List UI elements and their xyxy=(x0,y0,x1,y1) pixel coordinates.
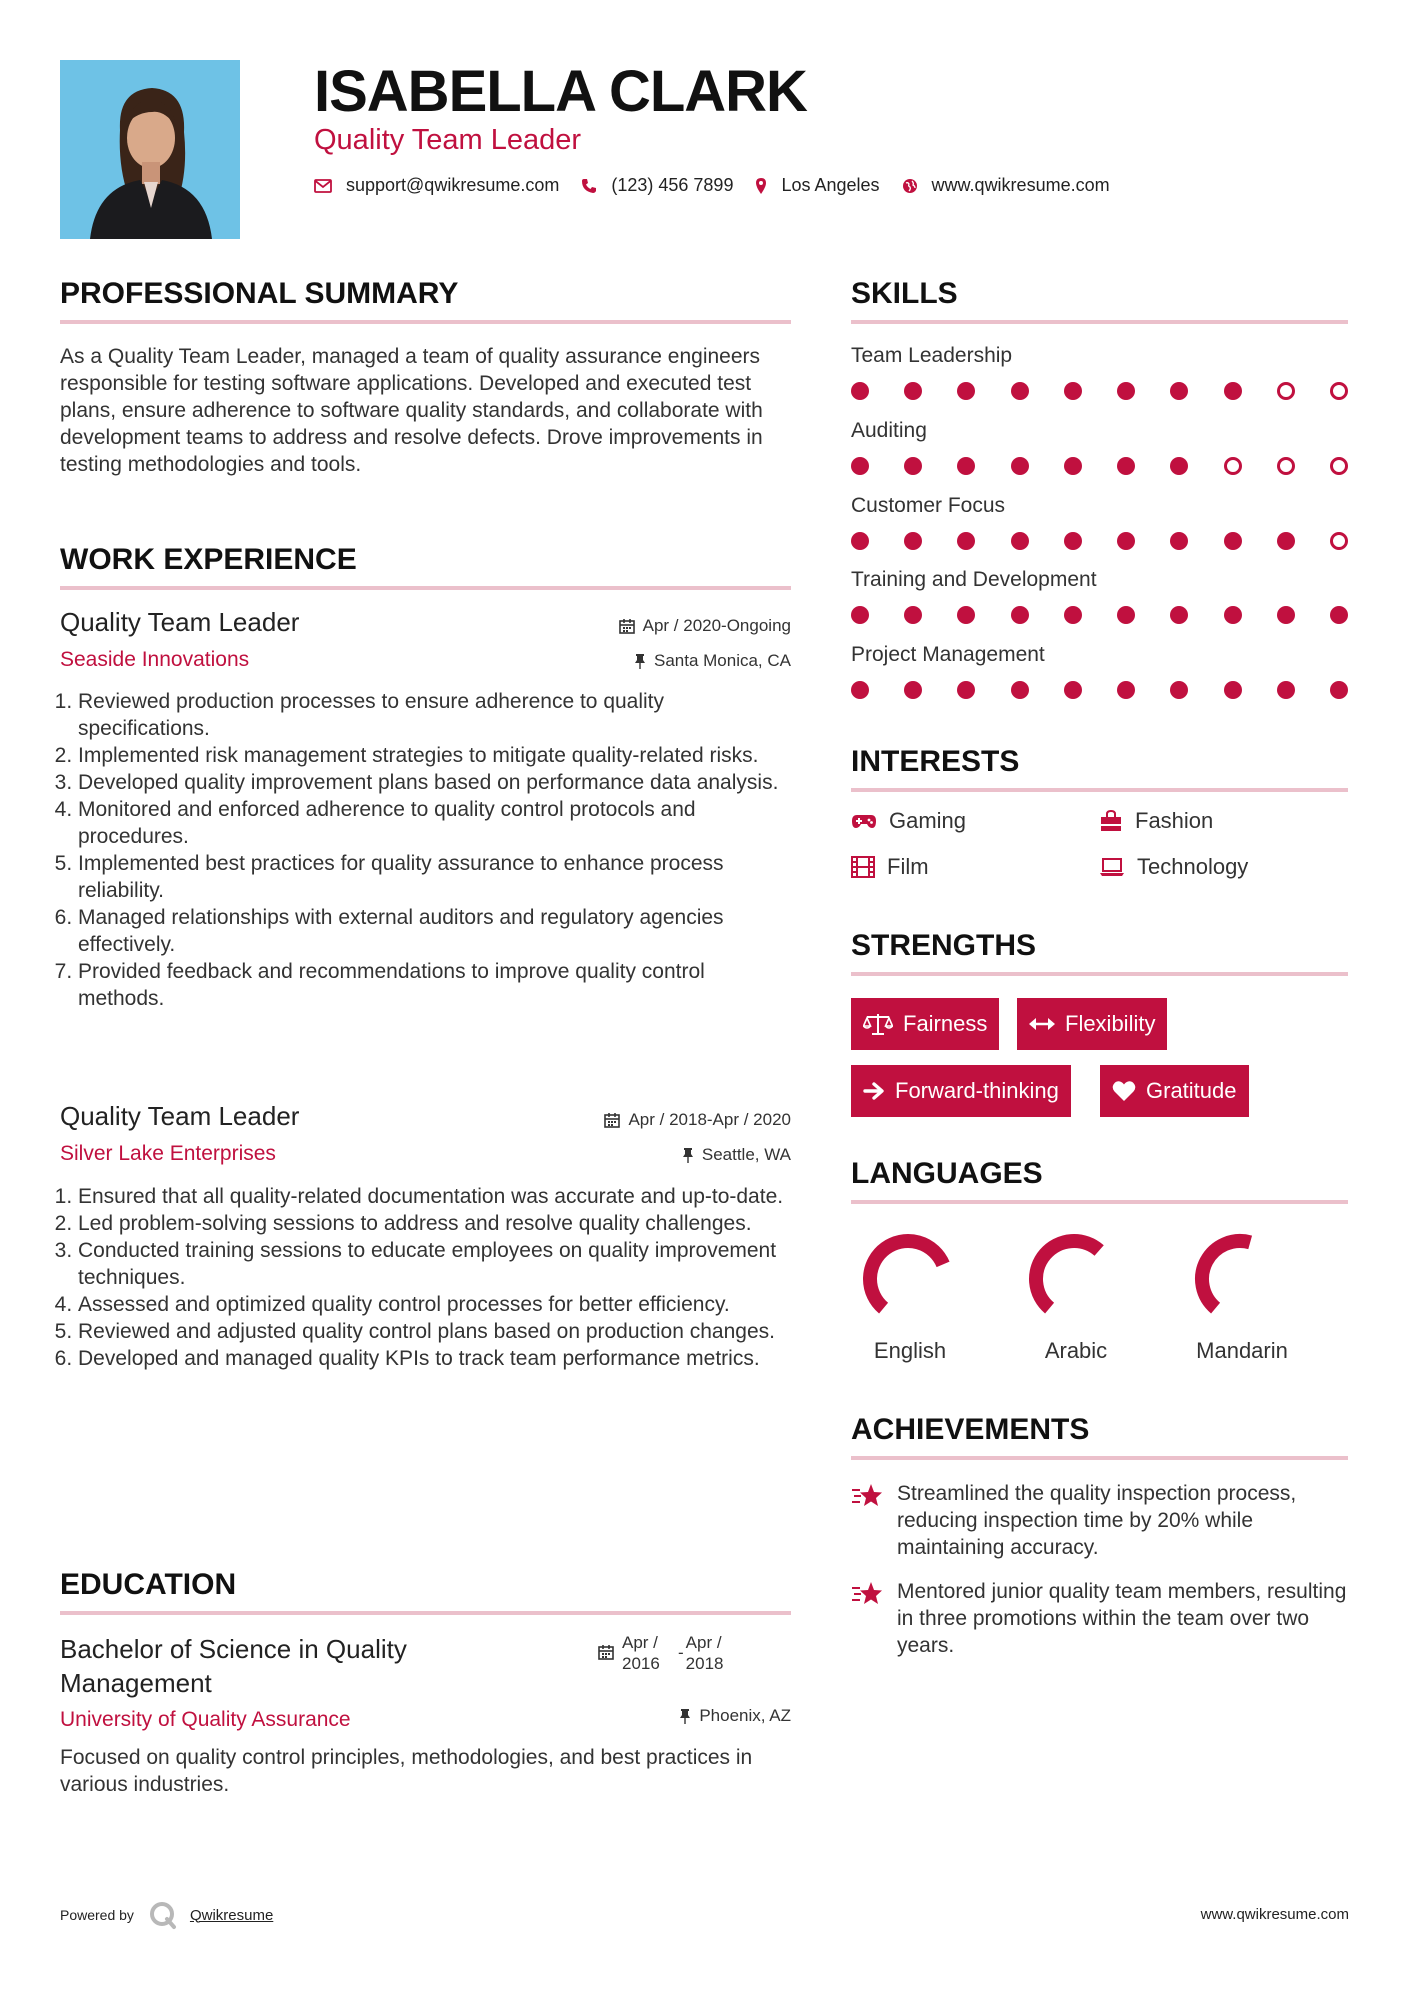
strength-label: Fairness xyxy=(903,1011,988,1036)
skill-rating xyxy=(851,606,1348,626)
map-pin-icon xyxy=(755,177,767,195)
skill-rating xyxy=(851,681,1348,701)
powered-by-text: Powered by xyxy=(60,1907,134,1923)
interest-gaming xyxy=(851,808,966,834)
interest-technology xyxy=(1099,854,1248,880)
skill-dot-filled xyxy=(1064,457,1082,475)
language-label: English xyxy=(873,1338,947,1363)
footer-url[interactable]: www.qwikresume.com xyxy=(1200,1906,1349,1923)
shooting-star-icon xyxy=(851,1580,883,1608)
strength-tag xyxy=(851,1065,1071,1117)
skill-dot-empty xyxy=(1330,382,1348,400)
candidate-role: Quality Team Leader xyxy=(314,124,582,156)
summary-heading: PROFESSIONAL SUMMARY xyxy=(60,277,459,310)
job-location xyxy=(560,1145,791,1169)
job-dates xyxy=(540,1110,791,1134)
interests-heading: INTERESTS xyxy=(851,745,1020,778)
job-title: Quality Team Leader xyxy=(60,1101,300,1131)
skill-dot-filled xyxy=(1170,382,1188,400)
skill-dot-filled xyxy=(1064,382,1082,400)
gauge-arc xyxy=(1202,1241,1250,1308)
skill-dot-filled xyxy=(1011,532,1029,550)
job-location xyxy=(560,651,791,675)
profile-photo xyxy=(60,60,240,239)
skill-dot-filled xyxy=(957,382,975,400)
skill-dot-filled xyxy=(904,681,922,699)
arrow-right-icon xyxy=(863,1081,885,1101)
list-item: 7. Provided feedback and recommendations to improve quality control methods. xyxy=(78,958,791,1012)
language-gauge xyxy=(1019,1224,1129,1334)
list-item: 2. Led problem-solving sessions to address and resolve quality challenges. xyxy=(78,1210,791,1237)
skill-dot-empty xyxy=(1277,382,1295,400)
strength-tag xyxy=(851,998,999,1050)
skill-dot-filled xyxy=(1064,532,1082,550)
skill-dot-filled xyxy=(1330,606,1348,624)
skill-label: Project Management xyxy=(851,643,1045,666)
shopping-bag-icon xyxy=(1099,810,1123,832)
heart-icon xyxy=(1112,1080,1136,1102)
achievements-divider xyxy=(851,1456,1348,1460)
languages-heading: LANGUAGES xyxy=(851,1157,1043,1190)
calendar-icon xyxy=(598,1644,614,1660)
interest-label: Technology xyxy=(1137,854,1249,879)
skill-dot-filled xyxy=(1224,532,1242,550)
strengths-heading: STRENGTHS xyxy=(851,929,1037,962)
interest-label: Film xyxy=(887,854,929,879)
list-item: 3. Developed quality improvement plans based on performance data analysis. xyxy=(78,769,791,796)
calendar-icon xyxy=(619,618,635,634)
skill-dot-filled xyxy=(1224,606,1242,624)
skill-dot-filled xyxy=(1330,681,1348,699)
skills-divider xyxy=(851,320,1348,324)
end-month: Apr / xyxy=(685,1633,722,1652)
languages-divider xyxy=(851,1200,1348,1204)
list-item: 4. Assessed and optimized quality control processes for better efficiency. xyxy=(78,1291,791,1318)
achievement-text: Mentored junior quality team members, resulting in three promotions within the team over two years. xyxy=(897,1580,1347,1657)
contact-website[interactable] xyxy=(902,175,1110,196)
degree-title: Bachelor of Science in Quality Management xyxy=(60,1634,407,1698)
list-item: 6. Developed and managed quality KPIs to track team performance metrics. xyxy=(78,1345,791,1372)
skill-dot-filled xyxy=(1117,681,1135,699)
start-year: 2016 xyxy=(622,1654,660,1673)
pushpin-icon xyxy=(682,1147,694,1163)
language-gauge xyxy=(1185,1224,1295,1334)
list-item: 4. Monitored and enforced adherence to quality control protocols and procedures. xyxy=(78,796,791,850)
education-description: Focused on quality control principles, methodologies, and best practices in various industries. xyxy=(60,1746,753,1796)
skill-dot-filled xyxy=(1117,382,1135,400)
skill-dot-filled xyxy=(904,457,922,475)
pushpin-icon xyxy=(634,653,646,669)
interests-divider xyxy=(851,788,1348,792)
interest-label: Fashion xyxy=(1135,808,1214,833)
contact-email[interactable] xyxy=(314,175,559,196)
skill-label: Team Leadership xyxy=(851,344,1013,367)
skill-dot-filled xyxy=(1011,681,1029,699)
skill-label: Training and Development xyxy=(851,568,1097,591)
skill-dot-filled xyxy=(904,532,922,550)
contact-location xyxy=(755,175,879,196)
list-item: 1. Ensured that all quality-related documentation was accurate and up-to-date. xyxy=(78,1183,791,1210)
laptop-icon xyxy=(1099,857,1125,877)
education-divider xyxy=(60,1611,791,1615)
job-dates-text: Apr / 2020-Ongoing xyxy=(642,616,791,635)
job-location-text: Santa Monica, CA xyxy=(653,651,791,670)
skill-dot-filled xyxy=(1224,681,1242,699)
skill-dot-filled xyxy=(957,681,975,699)
skill-dot-filled xyxy=(1011,382,1029,400)
job-dates xyxy=(560,616,791,640)
work-divider xyxy=(60,586,791,590)
education-heading: EDUCATION xyxy=(60,1568,237,1601)
website-text: www.qwikresume.com xyxy=(931,175,1110,195)
globe-icon xyxy=(902,178,918,194)
skill-dot-filled xyxy=(957,457,975,475)
skill-dot-empty xyxy=(1277,457,1295,475)
skill-dot-filled xyxy=(1170,532,1188,550)
gamepad-icon xyxy=(851,812,877,830)
qwikresume-logo-icon xyxy=(148,1900,178,1930)
skill-dot-filled xyxy=(851,532,869,550)
achievement-item xyxy=(851,1578,1361,1659)
strength-label: Flexibility xyxy=(1065,1011,1156,1036)
balance-scale-icon xyxy=(863,1012,893,1036)
skill-dot-filled xyxy=(957,532,975,550)
email-text: support@qwikresume.com xyxy=(346,175,560,195)
list-item: 5. Implemented best practices for quality assurance to enhance process reliability. xyxy=(78,850,791,904)
person-portrait-icon xyxy=(60,60,240,239)
skill-dot-filled xyxy=(851,457,869,475)
education-end xyxy=(686,1632,724,1674)
education-location-text: Phoenix, AZ xyxy=(699,1706,791,1725)
footer-brand-link[interactable]: Qwikresume xyxy=(189,1906,274,1924)
skill-dot-filled xyxy=(851,382,869,400)
interest-fashion xyxy=(1099,808,1213,834)
language-label: Arabic xyxy=(1044,1338,1108,1363)
pushpin-icon xyxy=(679,1708,691,1724)
phone-text: (123) 456 7899 xyxy=(611,175,734,195)
skill-dot-filled xyxy=(1277,532,1295,550)
job-bullets xyxy=(60,1183,791,1372)
language-label: Mandarin xyxy=(1196,1338,1288,1363)
list-item: 6. Managed relationships with external auditors and regulatory agencies effectively. xyxy=(78,904,791,958)
gauge-arc xyxy=(1036,1241,1099,1308)
end-year: 2018 xyxy=(685,1654,724,1673)
skill-dot-filled xyxy=(851,681,869,699)
skill-dot-filled xyxy=(851,606,869,624)
skill-dot-filled xyxy=(1277,606,1295,624)
arrows-horizontal-icon xyxy=(1029,1017,1055,1031)
list-item: 2. Implemented risk management strategies to mitigate quality-related risks. xyxy=(78,742,791,769)
skill-dot-filled xyxy=(1117,606,1135,624)
skill-rating xyxy=(851,532,1348,552)
list-item: 3. Conducted training sessions to educate employees on quality improvement techniques. xyxy=(78,1237,791,1291)
job-bullets xyxy=(60,688,791,1012)
skill-dot-filled xyxy=(1170,681,1188,699)
skill-label: Auditing xyxy=(851,419,927,442)
education-dates xyxy=(598,1632,724,1674)
summary-divider xyxy=(60,320,791,324)
skill-dot-filled xyxy=(1011,606,1029,624)
language-gauge xyxy=(853,1224,963,1334)
strength-tag xyxy=(1100,1065,1249,1117)
skill-dot-filled xyxy=(1224,382,1242,400)
achievement-text: Streamlined the quality inspection process, reducing inspection time by 20% while maintaining accuracy. xyxy=(897,1482,1297,1559)
work-heading: WORK EXPERIENCE xyxy=(60,543,357,576)
skill-dot-empty xyxy=(1330,532,1348,550)
skill-dot-empty xyxy=(1330,457,1348,475)
skill-dot-filled xyxy=(957,606,975,624)
achievements-heading: ACHIEVEMENTS xyxy=(851,1413,1090,1446)
skill-dot-filled xyxy=(904,382,922,400)
skill-dot-filled xyxy=(1170,606,1188,624)
job-title: Quality Team Leader xyxy=(60,607,300,637)
job-dates-text: Apr / 2018-Apr / 2020 xyxy=(628,1110,791,1129)
skill-dot-filled xyxy=(1170,457,1188,475)
footer-brand xyxy=(60,1900,273,1930)
job-location-text: Seattle, WA xyxy=(701,1145,791,1164)
phone-icon xyxy=(581,178,597,194)
list-item: 5. Reviewed and adjusted quality control plans based on production changes. xyxy=(78,1318,791,1345)
skill-dot-filled xyxy=(1064,606,1082,624)
school-name: University of Quality Assurance xyxy=(60,1708,351,1731)
skill-dot-filled xyxy=(904,606,922,624)
strength-label: Gratitude xyxy=(1146,1078,1237,1103)
contact-bar xyxy=(314,175,1132,196)
education-start xyxy=(622,1632,678,1674)
strengths-divider xyxy=(851,972,1348,976)
contact-phone[interactable] xyxy=(581,175,733,196)
film-icon xyxy=(851,856,875,878)
envelope-icon xyxy=(314,179,332,193)
skill-dot-filled xyxy=(1277,681,1295,699)
achievement-item xyxy=(851,1480,1361,1561)
summary-text: As a Quality Team Leader, managed a team of quality assurance engineers responsible for testing software applications. Developed and executed test plans, ensure adherence to software quality standards, and collaborate with development teams to address and resolve defects. Drove improvements in testing methodologies and tools. xyxy=(60,345,763,476)
skill-rating xyxy=(851,382,1348,402)
skill-dot-empty xyxy=(1224,457,1242,475)
company-name: Silver Lake Enterprises xyxy=(60,1142,276,1165)
interest-label: Gaming xyxy=(889,808,967,833)
company-name: Seaside Innovations xyxy=(60,648,250,671)
skill-dot-filled xyxy=(1117,532,1135,550)
skill-dot-filled xyxy=(1117,457,1135,475)
skill-rating xyxy=(851,457,1348,477)
calendar-icon xyxy=(604,1112,620,1128)
interest-film xyxy=(851,854,929,880)
strength-tag xyxy=(1017,998,1167,1050)
date-separator: - xyxy=(678,1643,684,1662)
skill-label: Customer Focus xyxy=(851,494,1006,517)
skill-dot-filled xyxy=(1011,457,1029,475)
skill-dot-filled xyxy=(1064,681,1082,699)
gauge-arc xyxy=(870,1241,943,1308)
shooting-star-icon xyxy=(851,1482,883,1510)
skills-heading: SKILLS xyxy=(851,277,958,310)
list-item: 1. Reviewed production processes to ensure adherence to quality specifications. xyxy=(78,688,791,742)
strength-label: Forward-thinking xyxy=(895,1078,1059,1103)
education-location xyxy=(560,1706,791,1730)
start-month: Apr / xyxy=(622,1633,658,1652)
candidate-name: ISABELLA CLARK xyxy=(314,59,807,124)
location-text: Los Angeles xyxy=(781,175,880,195)
